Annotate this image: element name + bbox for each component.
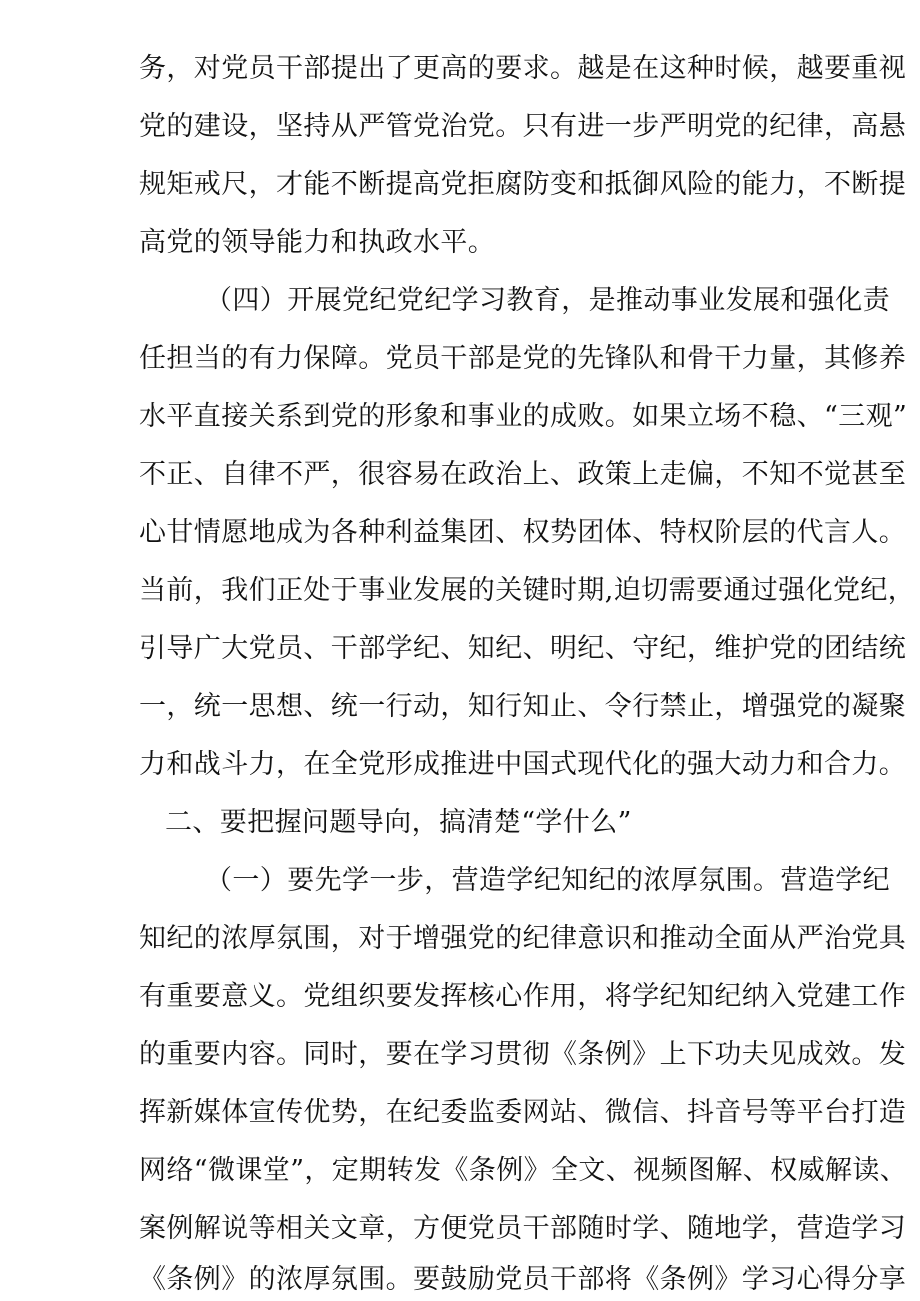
body-text-line: 一，统一思想、统一行动，知行知止、令行禁止，增强党的凝聚 xyxy=(139,691,907,722)
body-text-line: 当前，我们正处于事业发展的关键时期,迫切需要通过强化党纪， xyxy=(139,575,916,606)
body-text-line: 党的建设，坚持从严管党治党。只有进一步严明党的纪律，高悬 xyxy=(139,111,907,142)
body-text-line: 水平直接关系到党的形象和事业的成败。如果立场不稳、“三观” xyxy=(139,401,908,432)
section-heading: 二、要把握问题导向，搞清楚“学什么” xyxy=(165,807,632,838)
body-text-line: 心甘情愿地成为各种利益集团、权势团体、特权阶层的代言人。 xyxy=(139,517,907,548)
body-text-line: 引导广大党员、干部学纪、知纪、明纪、守纪，维护党的团结统 xyxy=(139,633,907,664)
body-text-line: 高党的领导能力和执政水平。 xyxy=(139,227,496,258)
body-text-line: 《条例》的浓厚氛围。要鼓励党员干部将《条例》学习心得分享 xyxy=(139,1264,907,1295)
body-text-line: 有重要意义。党组织要发挥核心作用，将学纪知纪纳入党建工作 xyxy=(139,981,907,1012)
body-text-line: 任担当的有力保障。党员干部是党的先锋队和骨干力量，其修养 xyxy=(139,343,907,374)
body-text-line: 知纪的浓厚氛围，对于增强党的纪律意识和推动全面从严治党具 xyxy=(139,923,907,954)
body-text-line: 力和战斗力，在全党形成推进中国式现代化的强大动力和合力。 xyxy=(139,749,907,780)
body-text-line: 不正、自律不严，很容易在政治上、政策上走偏，不知不觉甚至 xyxy=(139,459,907,490)
subsection-one-first-line: （一）要先学一步，营造学纪知纪的浓厚氛围。营造学纪 xyxy=(205,865,890,896)
body-text-line: 的重要内容。同时，要在学习贯彻《条例》上下功夫见成效。发 xyxy=(139,1039,907,1070)
body-text-line: 案例解说等相关文章，方便党员干部随时学、随地学，营造学习 xyxy=(139,1213,907,1244)
body-text-line: 挥新媒体宣传优势，在纪委监委网站、微信、抖音号等平台打造 xyxy=(139,1097,907,1128)
section-four-first-line: （四）开展党纪党纪学习教育，是推动事业发展和强化责 xyxy=(205,285,890,316)
body-text-line: 规矩戒尺，才能不断提高党拒腐防变和抵御风险的能力，不断提 xyxy=(139,169,907,200)
body-text-line: 务，对党员干部提出了更高的要求。越是在这种时候，越要重视 xyxy=(139,53,907,84)
body-text-line: 网络“微课堂”，定期转发《条例》全文、视频图解、权威解读、 xyxy=(139,1155,908,1186)
